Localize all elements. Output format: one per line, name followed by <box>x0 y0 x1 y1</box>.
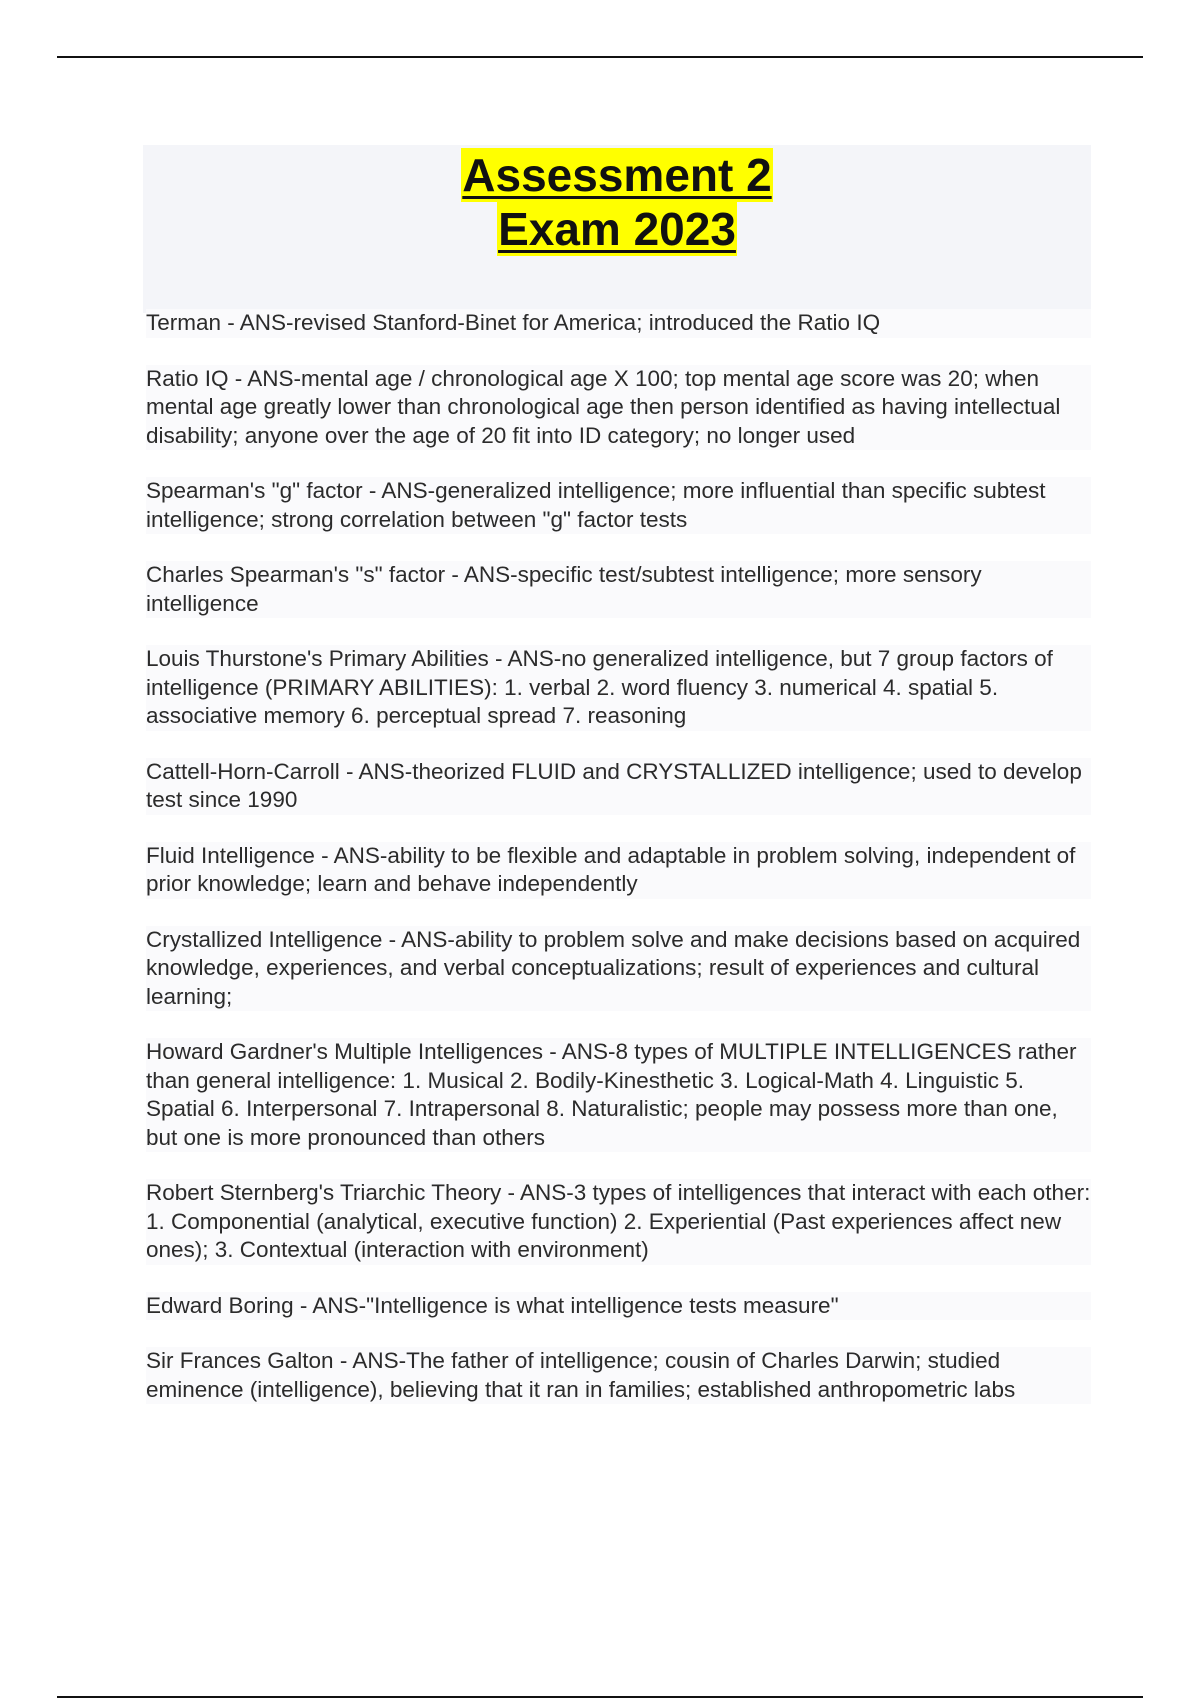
document-title-line-1: Assessment 2 <box>462 149 772 201</box>
qa-entry-cattell-horn-carroll: Cattell-Horn-Carroll - ANS-theorized FLUID and CRYSTALLIZED intelligence; used to develop test since 1990 <box>146 758 1091 815</box>
qa-entry-galton: Sir Frances Galton - ANS-The father of intelligence; cousin of Charles Darwin; studied eminence (intelligence), believing that it ran in families; established anthropometric labs <box>146 1347 1091 1404</box>
qa-entry-ratio-iq: Ratio IQ - ANS-mental age / chronological age X 100; top mental age score was 20; when mental age greatly lower than chronological age then person identified as having intellectual disability; anyone over the age of 20 fit into ID category; no longer used <box>146 365 1091 451</box>
top-rule <box>57 56 1143 58</box>
document-title-line-2: Exam 2023 <box>498 203 736 255</box>
qa-entry-thurstone: Louis Thurstone's Primary Abilities - ANS-no generalized intelligence, but 7 group factors of intelligence (PRIMARY ABILITIES): 1. verbal 2. word fluency 3. numerical 4. spatial 5. associative memory 6. perceptual spread 7. reasoning <box>146 645 1091 731</box>
qa-entry-fluid-intelligence: Fluid Intelligence - ANS-ability to be flexible and adaptable in problem solving, independent of prior knowledge; learn and behave independently <box>146 842 1091 899</box>
title-block <box>143 145 1091 313</box>
qa-entry-terman: Terman - ANS-revised Stanford-Binet for America; introduced the Ratio IQ <box>146 309 1091 338</box>
qa-entry-spearman-s: Charles Spearman's "s" factor - ANS-specific test/subtest intelligence; more sensory intelligence <box>146 561 1091 618</box>
bottom-rule <box>57 1696 1143 1698</box>
qa-entry-crystallized-intelligence: Crystallized Intelligence - ANS-ability to problem solve and make decisions based on acquired knowledge, experiences, and verbal conceptualizations; result of experiences and cultural learning; <box>146 926 1091 1012</box>
qa-entry-gardner: Howard Gardner's Multiple Intelligences - ANS-8 types of MULTIPLE INTELLIGENCES rather than general intelligence: 1. Musical 2. Bodily-Kinesthetic 3. Logical-Math 4. Linguistic 5. Spatial 6. Interpersonal 7. Intrapersonal 8. Naturalistic; people may possess more than one, but one is more pronounced than others <box>146 1038 1091 1152</box>
qa-entry-boring: Edward Boring - ANS-"Intelligence is what intelligence tests measure" <box>146 1292 1091 1321</box>
qa-entry-list <box>146 309 1091 1431</box>
qa-entry-sternberg: Robert Sternberg's Triarchic Theory - ANS-3 types of intelligences that interact with each other: 1. Componential (analytical, executive function) 2. Experiential (Past experiences affect new ones); 3. Contextual (interaction with environment) <box>146 1179 1091 1265</box>
qa-entry-spearman-g: Spearman's "g" factor - ANS-generalized intelligence; more influential than specific subtest intelligence; strong correlation between "g" factor tests <box>146 477 1091 534</box>
